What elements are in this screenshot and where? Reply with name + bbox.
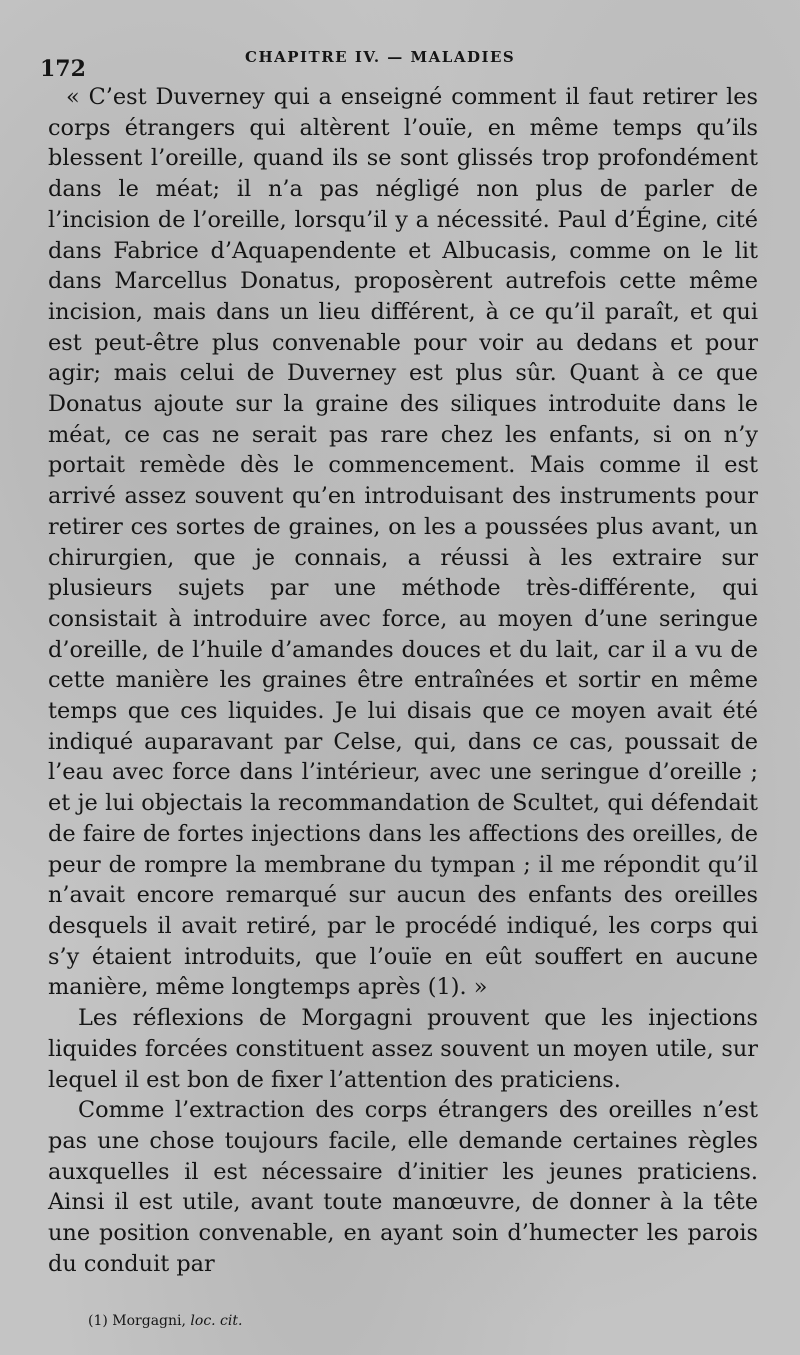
footnote-marker: (1) Morgagni,: [88, 1313, 191, 1329]
paragraph: Les réflexions de Morgagni prouvent que les injections liquides forcées constituent assez souvent un moyen utile, sur lequel il est bon de fixer l’attention des praticiens.: [48, 1005, 758, 1093]
page-header: [40, 42, 760, 82]
quotation-paragraph: « C’est Duverney qui a enseigné comment il faut retirer les corps étrangers qui altèrent l’ouïe, en même temps qu’ils blessent l’oreille, quand ils se sont glissés trop profondément dans le méat; il n’a pas négligé non plus de parler de l’incision de l’oreille, lorsqu’il y a nécessité. Paul d’Égine, cité dans Fabrice d’Aquapendente et Albucasis, comme on le lit dans Marcellus Donatus, proposèrent autrefois cette même incision, mais dans un lieu différent, à ce qu’il paraît, et qui est peut-être plus convenable pour voir au dedans et pour agir; mais celui de Duverney est plus sûr. Quant à ce que Donatus ajoute sur la graine des siliques introduite dans le méat, ce cas ne serait pas rare chez les enfants, si on n’y portait remède dès le commencement. Mais comme il est arrivé assez souvent qu’en introduisant des instruments pour retirer ces sortes de graines, on les a poussées plus avant, un chirurgien, que je connais, a réussi à les extraire sur plusieurs sujets par une méthode très-différente, qui consistait à introduire avec force, au moyen d’une seringue d’oreille, de l’huile d’amandes douces et du lait, car il a vu de cette manière les graines être entraînées et sortir en même temps que ces liquides. Je lui disais que ce moyen avait été indiqué auparavant par Celse, qui, dans ce cas, poussait de l’eau avec force dans l’intérieur, avec une seringue d’oreille ; et je lui objectais la recommandation de Scultet, qui défendait de faire de fortes injections dans les affections des oreilles, de peur de rompre la membrane du tympan ; il me répondit qu’il n’avait encore remarqué sur aucun des enfants des oreilles desquels il avait retiré, par le procédé indiqué, les corps qui s’y étaient introduits, que l’ouïe en eût souffert en aucune manière, même longtemps après (1). »: [48, 84, 758, 1001]
body-text: [48, 82, 758, 1279]
paragraph: Comme l’extraction des corps étrangers des oreilles n’est pas une chose toujours facile, elle demande certaines règles auxquelles il est nécessaire d’initier les jeunes praticiens. Ainsi il est utile, avant toute manœuvre, de donner à la tête une position convenable, en ayant soin d’humecter les parois du conduit par: [48, 1097, 758, 1277]
footnote: [88, 1313, 242, 1329]
running-head: CHAPITRE IV. — MALADIES: [245, 48, 516, 66]
footnote-reference: loc. cit.: [190, 1313, 243, 1329]
page-number: 172: [40, 56, 86, 82]
